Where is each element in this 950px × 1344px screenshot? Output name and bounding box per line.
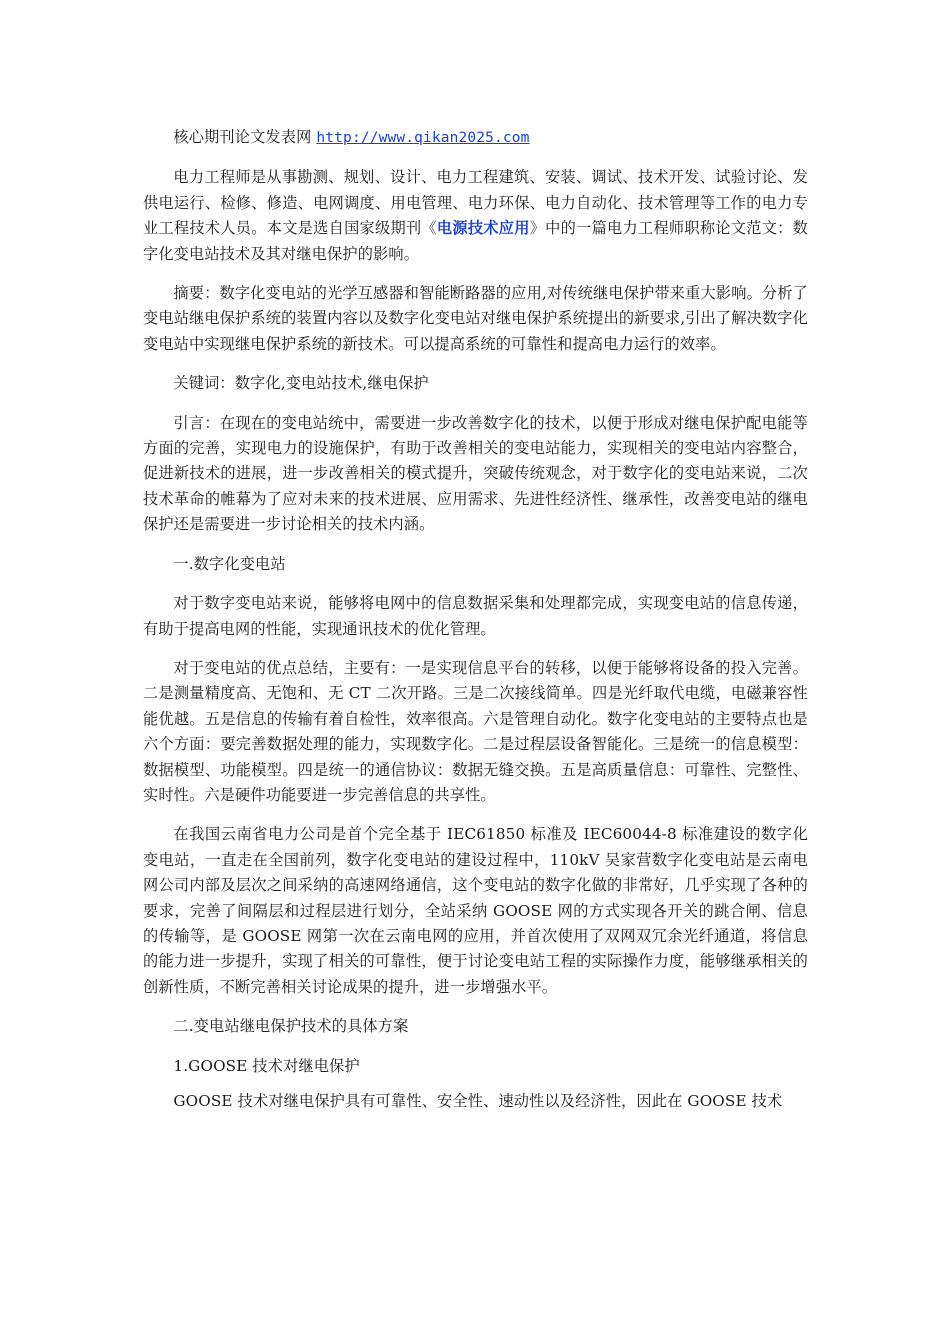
journal-name-link[interactable]: 电源技术应用 (436, 219, 530, 238)
section1-heading: 一.数字化变电站 (173, 554, 286, 573)
site-name: 核心期刊论文发表网 (173, 128, 312, 146)
section2-sub1-paragraph: GOOSE 技术对继电保护具有可靠性、安全性、速动性以及经济性，因此在 GOOSE 技术 (173, 1092, 783, 1110)
section2-sub1-heading: 1.GOOSE 技术对继电保护 (173, 1056, 360, 1075)
abstract-paragraph: 摘要：数字化变电站的光学互感器和智能断路器的应用,对传统继电保护带来重大影响。分析了变电站继电保护系统的装置内容以及数字化变电站对继电保护系统提出的新要求,引出了解决数字化变电站中实现继电保护系统的新技术。可以提高系统的可靠性和提高电力运行的效率。 (143, 284, 808, 353)
introduction-paragraph: 引言：在现在的变电站统中，需要进一步改善数字化的技术，以便于形成对继电保护配电能等方面的完善，实现电力的设施保护，有助于改善相关的变电站能力，实现相关的变电站内容整合，促进新技术的进展，进一步改善相关的模式提升，突破传统观念，对于数字化的变电站来说，二次技术革命的帷幕为了应对未来的技术进展、应用需求、先进性经济性、继承性，改善变电站的继电保护还是需要进一步讨论相关的技术内涵。 (143, 413, 808, 534)
section1-paragraph-3: 在我国云南省电力公司是首个完全基于 IEC61850 标准及 IEC60044-8 标准建设的数字化变电站，一直走在全国前列，数字化变电站的建设过程中，110kV 吴家营数字化变电站是云南电网公司内部及层次之间采纳的高速网络通信，这个变电站的数字化做的非常好，几乎实现了各种的要求，完善了间隔层和过程层进行划分，全站采纳 GOOSE 网的方式实现各开关的跳合闸、信息的传输等，是 GOOSE 网第一次在云南电网的应用，并首次使用了双网双冗余光纤通道，将信息的能力进一步提升，实现了相关的可靠性，便于讨论变电站工程的实际操作力度，能够继承相关的创新性质，不断完善相关讨论成果的提升，进一步增强水平。 (143, 825, 808, 996)
document-page (143, 125, 808, 1128)
section1-paragraph-1: 对于数字变电站来说，能够将电网中的信息数据采集和处理都完成，实现变电站的信息传递，有助于提高电网的性能，实现通讯技术的优化管理。 (143, 594, 808, 638)
intro-text-before: 电力工程师是从事勘测、规划、设计、电力工程建筑、安装、调试、技术开发、试验讨论、发供电运行、检修、修造、电网调度、用电管理、电力环保、电力自动化、技术管理等工作的电力专业工程技术人员。本文是选自国家级期刊《 (143, 168, 808, 238)
site-header (143, 125, 808, 151)
site-url-link[interactable]: http://www.qikan2025.com (316, 130, 530, 146)
section1-paragraph-2: 对于变电站的优点总结，主要有：一是实现信息平台的转移，以便于能够将设备的投入完善。二是测量精度高、无饱和、无 CT 二次开路。三是二次接线简单。四是光纤取代电缆，电磁兼容性能优越。五是信息的传输有着自检性，效率很高。六是管理自动化。数字化变电站的主要特点也是六个方面：要完善数据处理的能力，实现数字化。二是过程层设备智能化。三是统一的信息模型：数据模型、功能模型。四是统一的通信协议：数据无缝交换。五是高质量信息：可靠性、完整性、实时性。六是硬件功能要进一步完善信息的共享性。 (143, 658, 808, 804)
keywords-paragraph: 关键词：数字化,变电站技术,继电保护 (173, 374, 429, 393)
intro-paragraph (143, 165, 808, 267)
section2-heading: 二.变电站继电保护技术的具体方案 (173, 1017, 409, 1036)
intro-text-after: 》中的一篇电力工程师职称论文范文：数字化变电站技术及其对继电保护的影响。 (143, 219, 808, 263)
